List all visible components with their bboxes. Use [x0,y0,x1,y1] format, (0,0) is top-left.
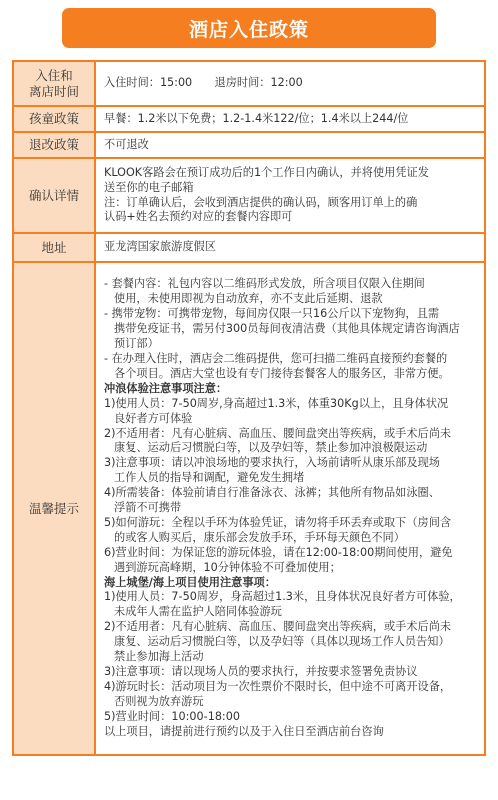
text-line: 1)使用人员：7-50周岁，身高超过1.3米，且身体状况良好者方可体验， [104,590,461,604]
text-line: - 在办理入住时，酒店会二维码提供，您可扫描二维码直接预约套餐的 [104,351,448,365]
text-line: 4)所需装备：体验前请自行准备泳衣、泳裤；其他所有物品如泳圈、 [104,486,440,500]
text-line: 良好者方可体验 [114,411,193,425]
text-line: 2)不适用者：凡有心脏病、高血压、腰间盘突出等疾病，或手术后尚未 [104,620,452,634]
policy-table [12,60,486,756]
text-line: 1)使用人员：7-50周岁,身高超过1.3米，体重30Kg以上，且身体状况 [104,396,449,410]
row-value [96,234,484,261]
row-value [96,159,484,232]
text-line: 的或客人购买后，康乐部会发放手环，手环每天颜色不同） [114,530,405,544]
text-line: 康复、运动后习惯脱臼等，以及孕妇等，禁止参加冲浪极限运动 [114,441,428,455]
text-line: 5)如何游玩：全程以手环为体验凭证，请勿将手环丢弃或取下（房间含 [104,515,452,529]
text-line: 预订部） [114,337,159,351]
row-cancellation-policy [14,133,484,159]
row-confirmation [14,159,484,234]
text-line: 不可退改 [104,137,149,151]
section-heading: 海上城堡/海上项目使用注意事项： [104,575,276,589]
row-label: 入住和 离店时间 [14,62,96,105]
text-line: 2)不适用者：凡有心脏病、高血压、腰间盘突出等疾病，或手术后尚未 [104,426,452,440]
row-address [14,234,484,263]
text-line: 注：订单确认后，会收到酒店提供的确认码，顾客用订单上的确 [104,195,418,209]
text-line: 康复、运动后习惯脱臼等，以及孕妇等（具体以现场工作人员告知） [114,635,450,649]
text-line: 以上项目，请提前进行预约以及于入住日至酒店前台咨询 [104,724,384,738]
text-line: 6)营业时间：为保证您的游玩体验，请在12:00-18:00期间使用，避免 [104,545,453,559]
text-line: 使用，未使用即视为自动放弃，亦不支此后延期、退款 [114,292,383,306]
text-line: 携带免疫证书，需另付300员每间夜清洁费（其他具体规定请咨询酒店 [114,322,460,336]
page-title: 酒店入住政策 [62,8,436,48]
text-line: 早餐：1.2米以下免费；1.2-1.4米122/位；1.4米以上244/位 [104,111,409,125]
text-line: 认码+姓名去预约对应的套餐内容即可 [104,210,293,224]
row-value [96,107,484,131]
row-value [96,133,484,157]
text-line: 3)注意事项：请以现场人员的要求执行，并按要求签署免责协议 [104,665,418,679]
row-label: 地址 [14,234,96,261]
row-children-policy [14,107,484,133]
text-line: 未成年人需在监护人陪同体验游玩 [114,605,282,619]
text-line: 入住时间：15:00 退房时间：12:00 [104,76,303,90]
row-label: 退改政策 [14,133,96,157]
text-line: 禁止参加海上活动 [114,650,204,664]
text-line: 送至你的电子邮箱 [104,180,194,194]
text-line: 亚龙湾国家旅游度假区 [104,240,216,254]
text-line: - 携带宠物：可携带宠物，每间房仅限一只16公斤以下宠物狗，且需 [104,307,440,321]
text-line: - 套餐内容：礼包内容以二维码形式发放，所含项目仅限入住期间 [104,277,425,291]
row-label: 确认详情 [14,159,96,232]
text-line: 浮箭不可携带 [114,501,182,515]
text-line: 工作人员的指导和调配，避免发生拥堵 [114,471,305,485]
text-line: 5)营业时间：10:00-18:00 [104,709,240,723]
row-label: 温馨提示 [14,263,96,754]
text-line: 3)注意事项：请以冲浪场地的要求执行，入场前请听从康乐部及现场 [104,456,440,470]
row-value [96,263,484,754]
text-line: 各个项目。酒店大堂也设有专门接待套餐客人的服务区，非常方便。 [114,366,450,380]
section-heading: 冲浪体验注意事项注意： [104,381,228,395]
text-line: 遇到游玩高峰期，10分钟体验不可叠加使用； [114,560,341,574]
text-line: KLOOK客路会在预订成功后的1个工作日内确认，并将使用凭证发 [104,165,429,179]
row-label: 孩童政策 [14,107,96,131]
row-checkin-checkout [14,62,484,107]
row-tips [14,263,484,756]
text-line: 4)游玩时长：活动项目为一次性票价不限时长，但中途不可离开设备， [104,679,452,693]
text-line: 否则视为放弃游玩 [114,694,204,708]
row-value [96,62,484,105]
